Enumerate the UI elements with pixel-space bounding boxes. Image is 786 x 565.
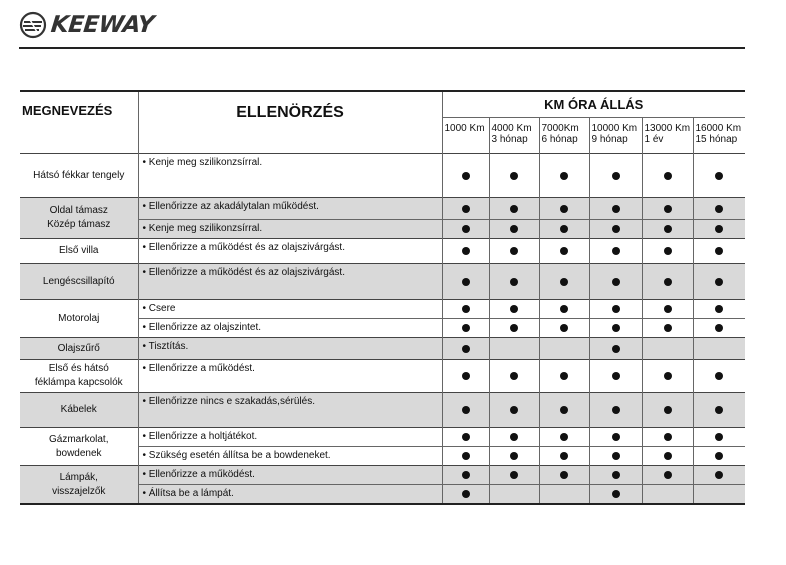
interval-cell xyxy=(489,393,539,428)
interval-cell xyxy=(442,239,489,264)
service-dot-icon xyxy=(462,406,470,414)
service-dot-icon xyxy=(612,278,620,286)
interval-cell xyxy=(442,198,489,220)
interval-cell xyxy=(489,466,539,485)
service-dot-icon xyxy=(715,225,723,233)
interval-cell xyxy=(539,428,589,447)
service-dot-icon xyxy=(462,205,470,213)
interval-cell xyxy=(539,338,589,360)
table-row xyxy=(20,154,745,198)
check-action: • Kenje meg szilikonzsírral. xyxy=(138,154,442,198)
interval-cell xyxy=(539,319,589,338)
service-dot-icon xyxy=(664,225,672,233)
interval-cell xyxy=(539,447,589,466)
check-action: • Csere xyxy=(138,300,442,319)
table-row xyxy=(20,239,745,264)
service-dot-icon xyxy=(612,345,620,353)
table-row xyxy=(20,264,745,300)
interval-cell xyxy=(642,393,693,428)
check-action: • Ellenőrizze a működést és az olajszivárgást. xyxy=(138,264,442,300)
component-name: Kábelek xyxy=(20,393,138,428)
interval-cell xyxy=(693,338,745,360)
component-name: Első villa xyxy=(20,239,138,264)
interval-cell xyxy=(442,466,489,485)
component-name: Első és hátsó féklámpa kapcsolók xyxy=(20,360,138,393)
service-dot-icon xyxy=(462,172,470,180)
interval-header: 4000 Km 3 hónap xyxy=(489,118,539,154)
header-km-reading: KM ÓRA ÁLLÁS xyxy=(442,91,745,118)
interval-cell xyxy=(642,239,693,264)
service-dot-icon xyxy=(560,225,568,233)
service-dot-icon xyxy=(715,247,723,255)
service-dot-icon xyxy=(462,490,470,498)
interval-cell xyxy=(589,447,642,466)
check-action: • Ellenőrizze az akadálytalan működést. xyxy=(138,198,442,220)
interval-cell xyxy=(489,360,539,393)
interval-cell xyxy=(589,300,642,319)
interval-cell xyxy=(489,485,539,505)
check-action: • Ellenőrizze a holtjátékot. xyxy=(138,428,442,447)
service-dot-icon xyxy=(612,433,620,441)
table-row xyxy=(20,360,745,393)
interval-cell xyxy=(693,428,745,447)
table-row xyxy=(20,466,745,485)
service-dot-icon xyxy=(612,305,620,313)
service-dot-icon xyxy=(560,247,568,255)
check-action: • Szükség esetén állítsa be a bowdeneket. xyxy=(138,447,442,466)
header-check: ELLENÖRZÉS xyxy=(138,91,442,154)
interval-cell xyxy=(642,319,693,338)
service-dot-icon xyxy=(510,205,518,213)
interval-cell xyxy=(442,447,489,466)
service-dot-icon xyxy=(462,247,470,255)
service-dot-icon xyxy=(664,372,672,380)
check-action: • Ellenőrizze az olajszintet. xyxy=(138,319,442,338)
interval-cell xyxy=(442,264,489,300)
interval-cell xyxy=(642,154,693,198)
interval-cell xyxy=(442,393,489,428)
service-dot-icon xyxy=(612,247,620,255)
service-dot-icon xyxy=(510,324,518,332)
service-dot-icon xyxy=(462,471,470,479)
interval-cell xyxy=(589,485,642,505)
service-dot-icon xyxy=(510,278,518,286)
interval-cell xyxy=(693,220,745,239)
interval-cell xyxy=(642,264,693,300)
interval-header: 16000 Km 15 hónap xyxy=(693,118,745,154)
interval-header: 7000Km 6 hónap xyxy=(539,118,589,154)
service-dot-icon xyxy=(715,205,723,213)
service-dot-icon xyxy=(510,225,518,233)
service-dot-icon xyxy=(560,205,568,213)
maintenance-table xyxy=(20,90,745,505)
service-dot-icon xyxy=(664,452,672,460)
interval-header: 13000 Km 1 év xyxy=(642,118,693,154)
interval-cell xyxy=(539,154,589,198)
service-dot-icon xyxy=(664,278,672,286)
interval-cell xyxy=(539,220,589,239)
service-dot-icon xyxy=(612,225,620,233)
service-dot-icon xyxy=(612,490,620,498)
interval-cell xyxy=(539,485,589,505)
service-dot-icon xyxy=(510,172,518,180)
interval-cell xyxy=(539,393,589,428)
service-dot-icon xyxy=(715,433,723,441)
service-dot-icon xyxy=(664,172,672,180)
check-action: • Ellenőrizze a működést. xyxy=(138,466,442,485)
interval-cell xyxy=(442,300,489,319)
service-dot-icon xyxy=(510,471,518,479)
component-name: Lengéscsillapító xyxy=(20,264,138,300)
header-component: MEGNEVEZÉS xyxy=(20,91,138,154)
interval-cell xyxy=(642,447,693,466)
service-dot-icon xyxy=(560,278,568,286)
service-dot-icon xyxy=(560,324,568,332)
service-dot-icon xyxy=(560,305,568,313)
interval-cell xyxy=(693,485,745,505)
interval-cell xyxy=(489,338,539,360)
service-dot-icon xyxy=(510,406,518,414)
service-dot-icon xyxy=(462,225,470,233)
service-dot-icon xyxy=(715,372,723,380)
interval-cell xyxy=(642,466,693,485)
interval-cell xyxy=(539,466,589,485)
interval-cell xyxy=(539,198,589,220)
interval-cell xyxy=(539,360,589,393)
interval-cell xyxy=(693,239,745,264)
interval-header: 10000 Km 9 hónap xyxy=(589,118,642,154)
service-dot-icon xyxy=(715,324,723,332)
interval-cell xyxy=(693,264,745,300)
service-dot-icon xyxy=(715,172,723,180)
check-action: • Ellenőrizze a működést. xyxy=(138,360,442,393)
service-dot-icon xyxy=(715,278,723,286)
interval-cell xyxy=(489,264,539,300)
interval-cell xyxy=(442,360,489,393)
check-action: • Ellenőrizze nincs e szakadás,sérülés. xyxy=(138,393,442,428)
service-dot-icon xyxy=(462,345,470,353)
brand-logo xyxy=(19,11,154,39)
service-dot-icon xyxy=(510,452,518,460)
interval-cell xyxy=(489,447,539,466)
service-dot-icon xyxy=(612,324,620,332)
component-name: Gázmarkolat, bowdenek xyxy=(20,428,138,466)
interval-cell xyxy=(489,428,539,447)
interval-cell xyxy=(693,300,745,319)
interval-cell xyxy=(642,338,693,360)
interval-cell xyxy=(693,198,745,220)
interval-cell xyxy=(589,264,642,300)
interval-cell xyxy=(442,428,489,447)
component-name: Olajszűrő xyxy=(20,338,138,360)
table-row xyxy=(20,393,745,428)
service-dot-icon xyxy=(462,372,470,380)
interval-cell xyxy=(642,428,693,447)
interval-cell xyxy=(589,466,642,485)
check-action: • Kenje meg szilikonzsírral. xyxy=(138,220,442,239)
service-dot-icon xyxy=(612,406,620,414)
interval-cell xyxy=(589,319,642,338)
service-dot-icon xyxy=(664,433,672,441)
service-dot-icon xyxy=(462,433,470,441)
service-dot-icon xyxy=(462,305,470,313)
interval-cell xyxy=(539,264,589,300)
service-dot-icon xyxy=(560,172,568,180)
service-dot-icon xyxy=(664,471,672,479)
service-dot-icon xyxy=(560,406,568,414)
service-dot-icon xyxy=(612,452,620,460)
interval-cell xyxy=(589,338,642,360)
interval-cell xyxy=(589,220,642,239)
service-dot-icon xyxy=(560,452,568,460)
interval-cell xyxy=(489,198,539,220)
interval-cell xyxy=(693,154,745,198)
table-row xyxy=(20,198,745,220)
interval-cell xyxy=(489,239,539,264)
keeway-emblem-icon xyxy=(19,11,47,39)
interval-cell xyxy=(442,319,489,338)
interval-cell xyxy=(442,338,489,360)
service-dot-icon xyxy=(715,452,723,460)
interval-cell xyxy=(589,393,642,428)
interval-cell xyxy=(442,220,489,239)
component-name: Motorolaj xyxy=(20,300,138,338)
interval-cell xyxy=(489,220,539,239)
service-dot-icon xyxy=(510,305,518,313)
component-name: Lámpák, visszajelzők xyxy=(20,466,138,505)
interval-cell xyxy=(589,198,642,220)
interval-cell xyxy=(693,393,745,428)
service-dot-icon xyxy=(560,372,568,380)
interval-header: 1000 Km xyxy=(442,118,489,154)
interval-cell xyxy=(489,319,539,338)
service-dot-icon xyxy=(715,471,723,479)
service-dot-icon xyxy=(664,324,672,332)
interval-cell xyxy=(642,220,693,239)
interval-cell xyxy=(539,300,589,319)
interval-cell xyxy=(693,447,745,466)
service-dot-icon xyxy=(462,278,470,286)
interval-cell xyxy=(642,300,693,319)
interval-cell xyxy=(442,154,489,198)
interval-cell xyxy=(693,319,745,338)
check-action: • Ellenőrizze a működést és az olajszivárgást. xyxy=(138,239,442,264)
component-name: Hátsó fékkar tengely xyxy=(20,154,138,198)
brand-name: KEEWAY xyxy=(49,12,155,38)
service-dot-icon xyxy=(462,324,470,332)
service-dot-icon xyxy=(715,305,723,313)
component-name: Oldal támasz Közép támasz xyxy=(20,198,138,239)
service-dot-icon xyxy=(612,372,620,380)
interval-cell xyxy=(642,485,693,505)
interval-cell xyxy=(489,154,539,198)
service-dot-icon xyxy=(462,452,470,460)
interval-cell xyxy=(442,485,489,505)
interval-cell xyxy=(642,360,693,393)
check-action: • Állítsa be a lámpát. xyxy=(138,485,442,505)
interval-cell xyxy=(693,360,745,393)
interval-cell xyxy=(693,466,745,485)
service-dot-icon xyxy=(612,205,620,213)
table-row xyxy=(20,338,745,360)
header-divider xyxy=(19,47,745,49)
interval-cell xyxy=(589,239,642,264)
service-dot-icon xyxy=(715,406,723,414)
service-dot-icon xyxy=(510,372,518,380)
interval-cell xyxy=(642,198,693,220)
service-dot-icon xyxy=(560,433,568,441)
check-action: • Tisztítás. xyxy=(138,338,442,360)
table-row xyxy=(20,428,745,447)
service-dot-icon xyxy=(612,172,620,180)
service-dot-icon xyxy=(510,433,518,441)
service-dot-icon xyxy=(664,406,672,414)
interval-cell xyxy=(589,154,642,198)
service-dot-icon xyxy=(510,247,518,255)
interval-cell xyxy=(539,239,589,264)
service-dot-icon xyxy=(664,205,672,213)
interval-cell xyxy=(589,428,642,447)
service-dot-icon xyxy=(560,471,568,479)
table-row xyxy=(20,300,745,319)
interval-cell xyxy=(489,300,539,319)
interval-cell xyxy=(589,360,642,393)
service-dot-icon xyxy=(664,305,672,313)
service-dot-icon xyxy=(664,247,672,255)
service-dot-icon xyxy=(612,471,620,479)
